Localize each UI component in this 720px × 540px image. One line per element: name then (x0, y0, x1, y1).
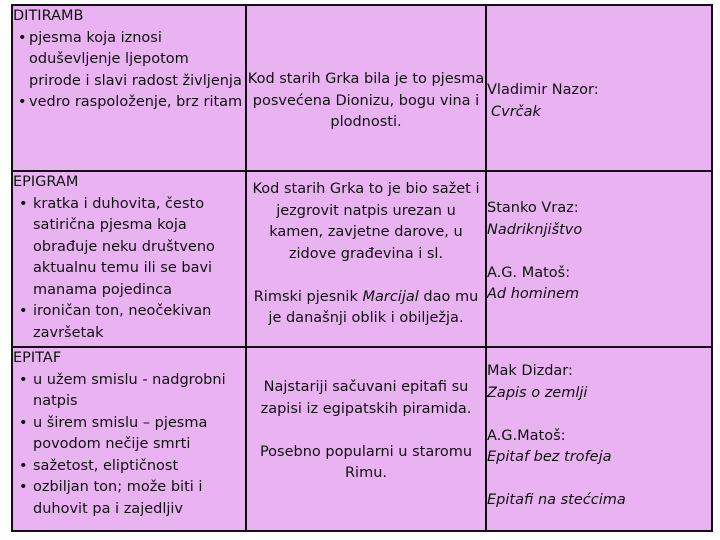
term-title: DITIRAMB (13, 8, 84, 24)
term-bullets (13, 194, 245, 345)
description-text: Kod starih Grka to je bio sažet i jezgrovit natpis urezan u kamen, zavjetne darove, u zidove građevina i sl. (252, 181, 480, 262)
example-author: Mak Dizdar: (487, 363, 573, 379)
table-row-epitaf (12, 347, 712, 531)
example-author: A.G.Matoš: (487, 427, 566, 444)
bullet-item: • vedro raspoloženje, brz ritam (13, 92, 245, 114)
poet-name: Marcijal (362, 288, 419, 305)
example-title: Epitafi na stećcima (487, 492, 626, 508)
description-cell (246, 5, 486, 171)
bullet-dot-icon: • (19, 457, 28, 474)
example-title: Epitaf bez trofeja (487, 449, 612, 465)
bullet-item: • u užem smislu - nadgrobni natpis (19, 371, 226, 409)
term-cell (12, 5, 246, 171)
term-title: EPIGRAM (13, 174, 79, 190)
description-text: Najstariji sačuvani epitafi su zapisi iz egipatskih piramida. (260, 379, 472, 417)
bullet-dot-icon: • (18, 94, 27, 110)
bullet-dot-icon: • (19, 303, 28, 319)
bullet-dot-icon: • (19, 195, 28, 212)
description-cell (246, 171, 486, 347)
description-cell (246, 347, 486, 531)
term-cell (12, 171, 246, 347)
bullet-item: • u širem smislu – pjesma povodom nečije smrti (19, 414, 208, 452)
example-author: A.G. Matoš: (487, 264, 571, 281)
description-text-2: Posebno popularni u staromu Rimu. (259, 443, 473, 481)
bullet-dot-icon: • (18, 29, 27, 46)
bullet-dot-icon: • (19, 479, 28, 495)
example-cell (486, 347, 712, 531)
description-text-2: Rimski pjesnik Marcijal dao mu je današnji oblik i obilježja. (253, 288, 479, 326)
term-title: EPITAF (13, 350, 62, 366)
bullet-item: • kratka i duhovita, često satirična pjesma koja obrađuje neku društveno aktualnu temu ili se bavi manama pojedinca (19, 195, 215, 298)
table-row-ditiramb (12, 5, 712, 171)
example-author: Vladimir Nazor: (487, 82, 599, 98)
bullet-item: • sažetost, eliptičnost (13, 456, 245, 478)
example-title: Cvrčak (491, 103, 541, 120)
example-author: Stanko Vraz: (487, 200, 579, 216)
bullet-dot-icon: • (19, 371, 28, 388)
table-row-epigram (12, 171, 712, 347)
literary-forms-table (11, 4, 713, 532)
bullet-item: • ironičan ton, neočekivan završetak (19, 303, 212, 341)
example-title: Ad hominem (487, 286, 580, 302)
term-cell (12, 347, 246, 531)
example-title: Zapis o zemlji (487, 384, 588, 401)
bullet-dot-icon: • (19, 414, 28, 431)
description-text: Kod starih Grka bila je to pjesma posvećena Dionizu, bogu vina i plodnosti. (247, 71, 485, 130)
bullet-item: • ozbiljan ton; može biti i duhovit pa i zajedljiv (19, 479, 203, 517)
example-title: Nadriknjištvo (487, 221, 583, 238)
example-cell (486, 5, 712, 171)
bullet-item: • pjesma koja iznosi oduševljenje ljepotom prirode i slavi radost življenja (18, 29, 242, 89)
example-cell (486, 171, 712, 347)
term-bullets (13, 28, 245, 114)
term-bullets (13, 370, 245, 521)
